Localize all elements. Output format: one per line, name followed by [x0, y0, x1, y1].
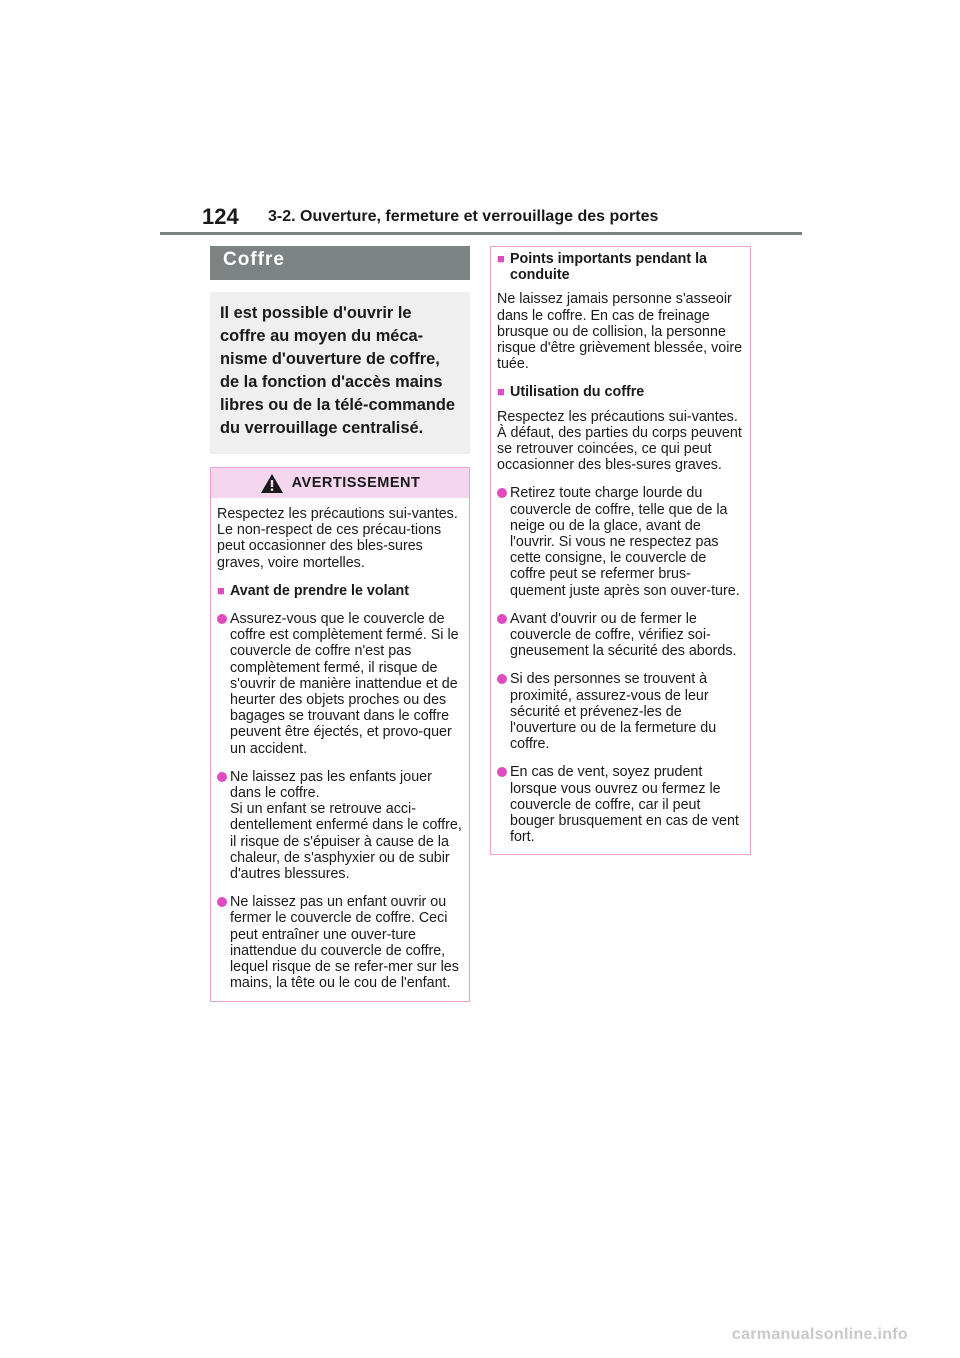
paragraph: Respectez les précautions sui-vantes. À défaut, des parties du corps peuvent se retrouver coincées, ce qui peut occasionner des bles-sures graves. [497, 408, 742, 474]
square-bullet-icon: ■ [497, 384, 505, 400]
dot-bullet-icon [497, 485, 510, 598]
subheading-text: Utilisation du coffre [510, 384, 645, 401]
subheading-text: Points importants pendant la conduite [510, 251, 707, 284]
dot-bullet-icon [497, 611, 510, 660]
intro-text: Il est possible d'ouvrir le coffre au moyen du méca-nisme d'ouverture de coffre, de la fonction d'accès mains libres ou de la télé-commande du verrouillage centralisé. [220, 304, 455, 437]
chapter-title: 3-2. Ouverture, fermeture et verrouillage des portes [268, 208, 659, 225]
right-column [490, 246, 751, 855]
list-item [217, 769, 463, 882]
paragraph: Ne laissez jamais personne s'asseoir dans le coffre. En cas de freinage brusque ou de collision, la personne risque d'être grièvement blessée, voire tuée. [497, 291, 743, 373]
section-title: Coffre [210, 246, 470, 280]
subheading-utilisation [497, 384, 744, 400]
intro-box [210, 292, 470, 454]
list-item [497, 671, 744, 752]
warning-body [211, 506, 469, 991]
warning-intro: Respectez les précautions sui-vantes. Le non-respect de ces précau-tions peut occasionner des bles-sures graves, voire mortelles. [217, 506, 458, 571]
list-item-text: Ne laissez pas les enfants jouer dans le coffre. Si un enfant se retrouve acci-dentellement enfermé dans le coffre, il risque de s'épuiser à cause de la chaleur, de s'asphyxier ou de subir d'autres blessures. [230, 768, 462, 883]
list-item-text: Ne laissez pas un enfant ouvrir ou fermer le couvercle de coffre. Ceci peut entraîner une ouver-ture inattendue du couvercle de coffre, lequel risque de se refer-mer sur les mains, la tête ou le cou de l'enfant. [230, 894, 459, 992]
dot-bullet-icon [217, 769, 230, 882]
list-item-text: Assurez-vous que le couvercle de coffre est complètement fermé. Si le couvercle de coffre n'est pas complètement fermé, il risque de s'ouvrir de manière inattendue et de heurter des objets proches ou des bagages se trouvant dans le coffre peuvent être éjectés, et provo-quer un accident. [230, 611, 459, 757]
page-header [160, 200, 802, 236]
page-number: 124 [202, 204, 239, 229]
dot-bullet-icon [497, 671, 510, 752]
list-item [497, 611, 744, 660]
left-column [210, 246, 470, 1002]
subheading-avant [217, 583, 463, 599]
dot-bullet-icon [217, 611, 230, 757]
list-item [497, 764, 744, 845]
warning-box-continued [490, 246, 751, 855]
subheading-text: Avant de prendre le volant [230, 582, 410, 599]
header-rule [160, 232, 802, 235]
list-item-text: Retirez toute charge lourde du couvercle de coffre, telle que de la neige ou de la glace, avant de l'ouvrir. Si vous ne respectez pas cette consigne, le couvercle de coffre peut se refermer brus-quement juste après son ouver-ture. [510, 485, 740, 599]
list-item [217, 894, 463, 991]
list-item-text: Si des personnes se trouvent à proximité, assurez-vous de leur sécurité et prévenez-les de l'ouverture ou de la fermeture du coffre. [510, 671, 717, 753]
square-bullet-icon: ■ [497, 251, 505, 266]
list-item-text: Avant d'ouvrir ou de fermer le couvercle de coffre, vérifiez soi-gneusement la sécurité des abords. [510, 610, 737, 660]
list-item [217, 611, 463, 757]
list-item-text: En cas de vent, soyez prudent lorsque vous ouvrez ou fermez le couvercle de coffre, car il peut bouger brusquement en cas de vent fort. [510, 764, 739, 846]
dot-bullet-icon [497, 764, 510, 845]
warning-header [211, 468, 469, 498]
warning-box [210, 467, 470, 1002]
warning-triangle-icon [260, 473, 284, 494]
square-bullet-icon: ■ [217, 582, 225, 598]
warning-title: AVERTISSEMENT [291, 475, 421, 491]
subheading-conduite [497, 251, 744, 283]
dot-bullet-icon [217, 894, 230, 991]
list-item [497, 485, 744, 598]
watermark: carmanualsonline.info [731, 1326, 908, 1343]
